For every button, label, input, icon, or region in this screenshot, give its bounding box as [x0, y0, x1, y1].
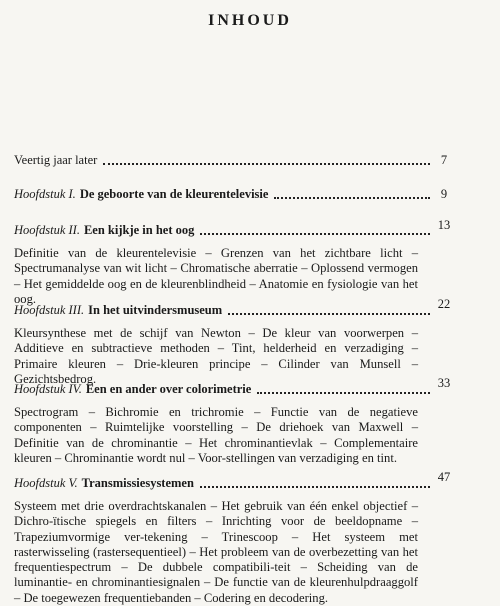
toc-entry-description: Systeem met drie overdrachtskanalen – Het gebruik van één enkel objectief – Dichro-ïtische spiegels en filters – Inrichting voor de beeldopname – Trapeziumvormige ver-tekening – Trinescoop – Het systeem met rasterwisseling (rastersequentieel) – Het probleem van de overbezetting van het frequentiespectrum – De dubbele compatibili-teit – Scheiding van de luminantie- en chrominantiesignalen – De functie van de kleurenhulpdraaggolf – De toegewezen frequentiebanden – Codering en decodering. — [14, 499, 418, 605]
toc-entry-heading — [14, 476, 432, 491]
toc-entry-heading — [14, 187, 432, 202]
toc-entry-chapter: Hoofdstuk II. — [14, 223, 80, 237]
toc-page-number: 9 — [440, 187, 448, 201]
dot-leader — [200, 485, 430, 488]
toc-entry-heading — [14, 303, 432, 318]
toc-entry-description: Spectrogram – Bichromie en trichromie – Functie van de negatieve componenten – Ruimtelijke voorstelling – De driehoek van Maxwell – Definitie van de chrominantie – Het chrominantievlak – Complementaire kleuren – Chrominantie wordt nul – Voor-stellingen van verzadiging en tint. — [14, 405, 418, 465]
toc-entry-chapter: Hoofdstuk I. — [14, 187, 76, 201]
toc-entry-title: In het uitvindersmuseum — [88, 303, 223, 317]
toc-entry-heading — [14, 382, 432, 397]
toc-entry-chapter: Hoofdstuk III. — [14, 303, 85, 317]
toc-entry-heading — [14, 223, 432, 238]
toc-page-number: 7 — [440, 153, 448, 167]
dot-leader — [274, 196, 430, 199]
toc-entry — [14, 476, 432, 606]
toc-page-number: 13 — [437, 218, 451, 232]
dot-leader — [200, 232, 430, 235]
toc-entry-description: Definitie van de kleurentelevisie – Grenzen van het zichtbare licht – Spectrumanalyse van wit licht – Chromatische aberratie – Oplossend vermogen – Het gemiddelde oog en de kleurenblindheid – Anatomie en fysiologie van het oog. — [14, 246, 418, 306]
toc-entry-chapter: Hoofdstuk IV. — [14, 382, 82, 396]
toc-page-number: 22 — [437, 297, 451, 311]
toc-entry-title: Een kijkje in het oog — [83, 223, 195, 237]
toc-entry-heading — [14, 153, 432, 168]
toc-entry-title: Een en ander over colorimetrie — [85, 382, 252, 396]
toc-entry-title: De geboorte van de kleurentelevisie — [79, 187, 269, 201]
toc-entry-description: Kleursynthese met de schijf van Newton – De kleur van voorwerpen – Additieve en subtractieve methoden – Tint, helderheid en verzadiging – Primaire kleuren – Drie-kleuren principe – Cilinder van Munsell – Gezichtsbedrog. — [14, 326, 418, 386]
toc-entry — [14, 382, 432, 466]
toc-entry — [14, 223, 432, 307]
page-title: INHOUD — [208, 12, 292, 29]
toc-page-number: 33 — [437, 376, 451, 390]
toc-entry-chapter: Hoofdstuk V. — [14, 476, 78, 490]
toc-entry — [14, 187, 432, 202]
dot-leader — [257, 391, 430, 394]
toc-entry — [14, 153, 432, 168]
toc-entry-chapter: Veertig jaar later — [14, 153, 98, 167]
toc-entry — [14, 303, 432, 387]
toc-page-number: 47 — [437, 470, 451, 484]
toc-entry-title: Transmissiesystemen — [81, 476, 194, 490]
dot-leader — [103, 162, 430, 165]
dot-leader — [228, 312, 430, 315]
